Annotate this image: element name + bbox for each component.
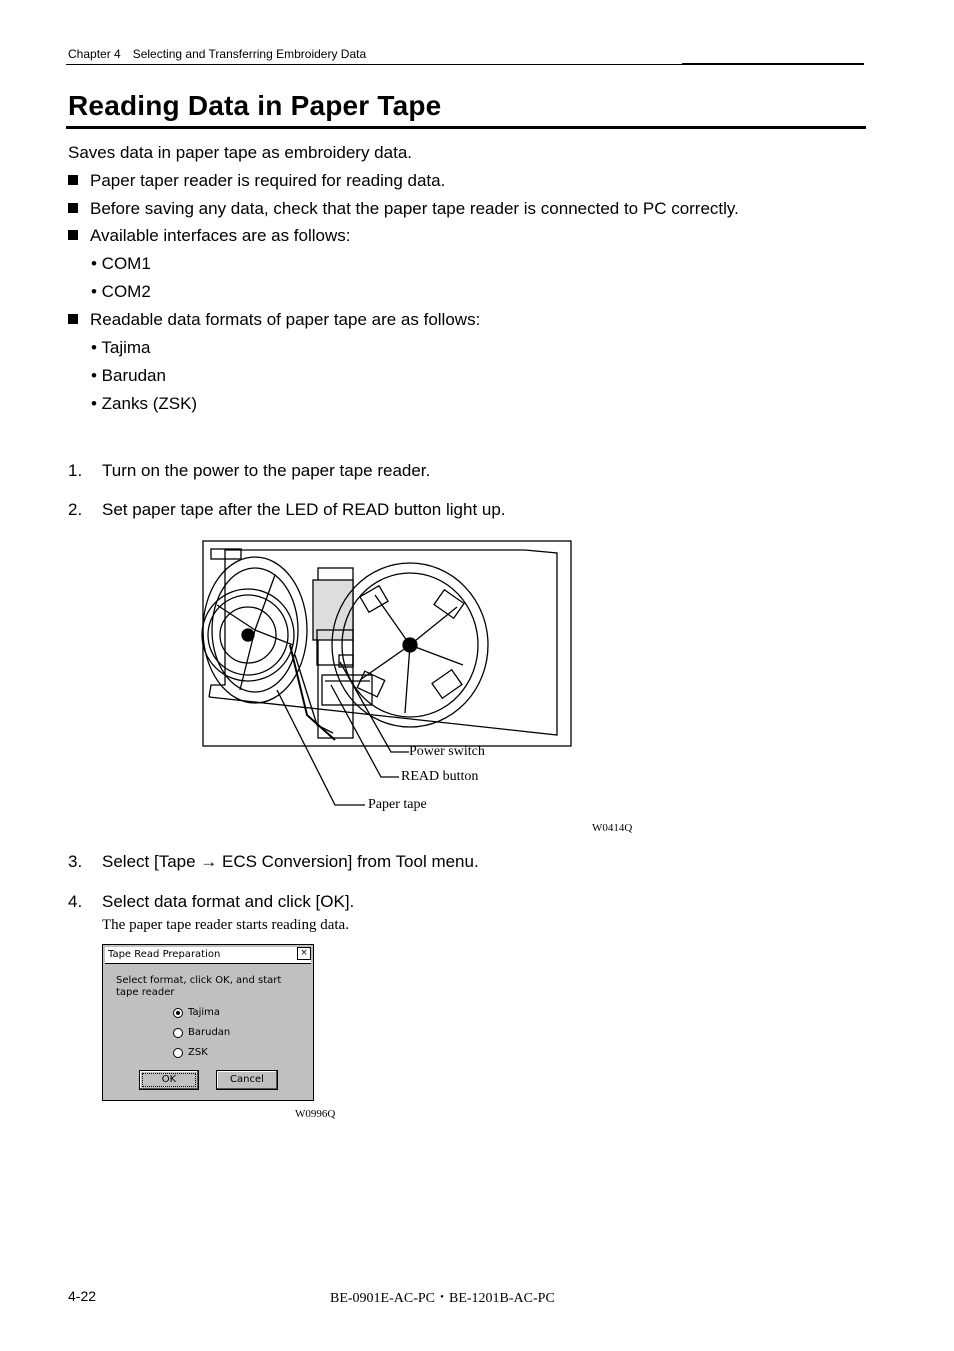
dialog-title: Tape Read Preparation xyxy=(105,947,311,964)
ok-button[interactable]: OK xyxy=(139,1070,199,1090)
radio-selected-icon[interactable] xyxy=(173,1008,183,1018)
square-bullet-icon xyxy=(68,175,78,185)
header-rule-accent xyxy=(682,63,864,65)
bullet-item: Readable data formats of paper tape are as follows: xyxy=(68,310,480,330)
interface-item: • COM2 xyxy=(91,282,151,301)
title-rule xyxy=(66,126,866,129)
format-item: • Barudan xyxy=(91,366,166,385)
radio-option-zsk[interactable]: ZSK xyxy=(173,1047,208,1059)
format-item: • Zanks (ZSK) xyxy=(91,394,198,413)
callout-power-switch: Power switch xyxy=(409,744,485,759)
radio-icon[interactable] xyxy=(173,1028,183,1038)
cancel-button[interactable]: Cancel xyxy=(216,1070,278,1090)
page-title: Reading Data in Paper Tape xyxy=(68,90,442,121)
callout-read-button: READ button xyxy=(401,769,479,784)
bullet-item: Paper taper reader is required for reading data. xyxy=(68,171,445,191)
step-3: 3. Select [Tape → ECS Conversion] from Tool menu. xyxy=(68,852,479,871)
radio-icon[interactable] xyxy=(173,1048,183,1058)
square-bullet-icon xyxy=(68,314,78,324)
figure-code: W0414Q xyxy=(592,822,633,834)
callout-paper-tape: Paper tape xyxy=(368,797,427,812)
intro-text: Saves data in paper tape as embroidery data. xyxy=(68,143,412,162)
step-4-note: The paper tape reader starts reading data. xyxy=(102,917,349,933)
radio-option-tajima[interactable]: Tajima xyxy=(173,1007,220,1019)
model-number: BE-0901E-AC-PC・BE-1201B-AC-PC xyxy=(330,1291,555,1306)
bullet-item: Available interfaces are as follows: xyxy=(68,226,351,246)
close-icon[interactable]: × xyxy=(297,947,311,960)
chapter-header: Chapter 4 Selecting and Transferring Embroidery Data xyxy=(68,47,367,61)
dialog-message: Select format, click OK, and start tape reader xyxy=(116,975,282,998)
dialog-figure-code: W0996Q xyxy=(295,1108,336,1120)
radio-option-barudan[interactable]: Barudan xyxy=(173,1027,230,1039)
step-2: 2. Set paper tape after the LED of READ button light up. xyxy=(68,500,506,519)
tape-read-preparation-dialog xyxy=(102,944,314,1101)
paper-tape-reader-illustration xyxy=(195,535,580,825)
square-bullet-icon xyxy=(68,230,78,240)
step-1: 1. Turn on the power to the paper tape reader. xyxy=(68,461,431,480)
interface-item: • COM1 xyxy=(91,254,151,273)
bullet-item: Before saving any data, check that the paper tape reader is connected to PC correctly. xyxy=(68,199,739,219)
page-number: 4-22 xyxy=(68,1288,97,1304)
square-bullet-icon xyxy=(68,203,78,213)
format-item: • Tajima xyxy=(91,338,151,357)
step-4: 4. Select data format and click [OK]. xyxy=(68,892,355,911)
